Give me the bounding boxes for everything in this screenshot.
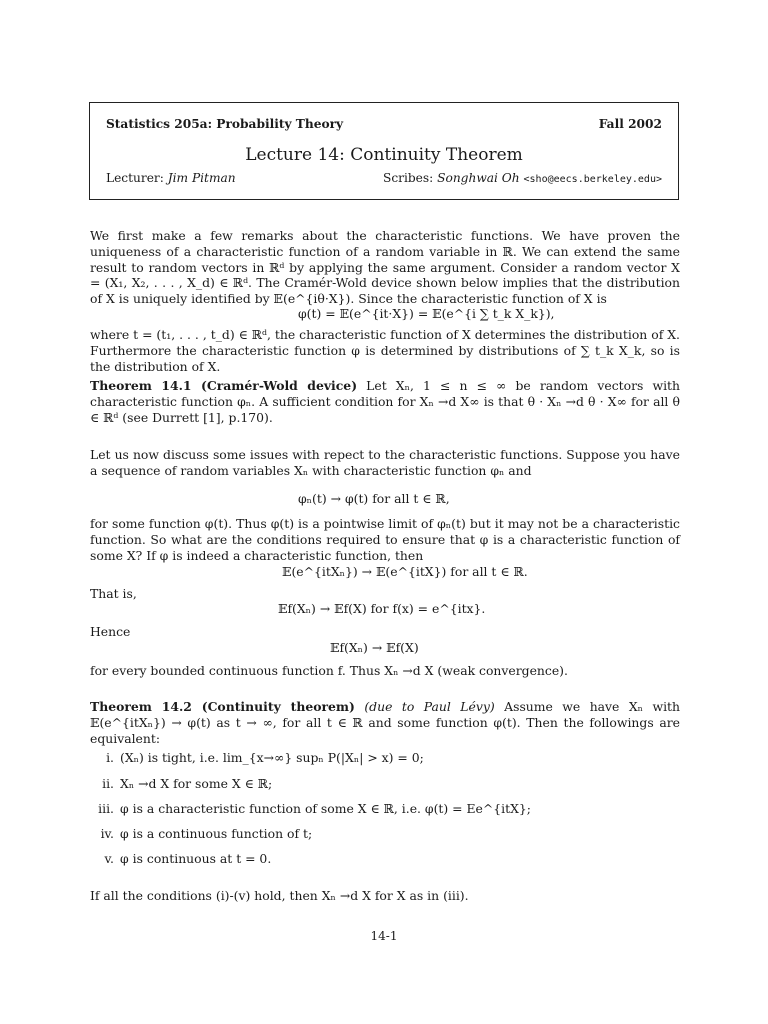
scribe-email: <sho@eecs.berkeley.edu> xyxy=(523,174,662,185)
scribes-line xyxy=(383,171,662,185)
equation-expectation-f: 𝔼f(Xₙ) → 𝔼f(X) for f(x) = e^{itx}. xyxy=(278,601,486,616)
lecturer-name: Jim Pitman xyxy=(167,171,236,185)
theorem-14-1-body: Let Xₙ, 1 ≤ n ≤ ∞ be random vectors with characteristic function φₙ. A sufficient condition for Xₙ →d X∞ is that θ · Xₙ →d θ · X∞ for all θ ∈ ℝᵈ (see Durrett [1], p.170). xyxy=(90,378,680,425)
list-item-number: iv. xyxy=(100,826,114,841)
theorem-14-2-heading: Theorem 14.2 (Continuity theorem) xyxy=(90,699,355,714)
list-item-text: φ is continuous at t = 0. xyxy=(120,851,272,866)
list-item-text: φ is a continuous function of t; xyxy=(120,826,313,841)
hence-label: Hence xyxy=(90,624,131,639)
that-is-label: That is, xyxy=(90,586,137,601)
list-item-number: iii. xyxy=(98,801,114,816)
list-item-text: φ is a characteristic function of some X ∈ ℝ, i.e. φ(t) = Ee^{itX}; xyxy=(120,801,531,816)
lecture-header-box xyxy=(89,102,679,200)
lecture-title: Lecture 14: Continuity Theorem xyxy=(245,145,523,165)
list-item-text: Xₙ →d X for some X ∈ ℝ; xyxy=(120,776,273,791)
discussion-paragraph: Let us now discuss some issues with repect to the characteristic functions. Suppose you have a sequence of random variables Xₙ with characteristic function φₙ and xyxy=(90,447,680,478)
weak-convergence-line: for every bounded continuous function f. Thus Xₙ →d X (weak convergence). xyxy=(90,663,568,678)
intro-after-paragraph: where t = (t₁, . . . , t_d) ∈ ℝᵈ, the characteristic function of X determines the distribution of X. Furthermore the characteristic function φ is determined by distributions of ∑ t_k X_k, so is the distribution of X. xyxy=(90,327,680,374)
list-item-text: (Xₙ) is tight, i.e. lim_{x→∞} supₙ P(|Xₙ| > x) = 0; xyxy=(120,750,424,765)
course-title: Statistics 205a: Probability Theory xyxy=(106,117,344,131)
page-number: 14-1 xyxy=(370,929,398,943)
equation-char-convergence: 𝔼(e^{itXₙ}) → 𝔼(e^{itX}) for all t ∈ ℝ. xyxy=(282,564,528,579)
scribe-name: Songhwai Oh xyxy=(437,171,520,185)
theorem-14-2-attribution: (due to Paul Lévy) xyxy=(364,699,495,714)
list-item-number: ii. xyxy=(102,776,114,791)
equation-pointwise-limit: φₙ(t) → φ(t) for all t ∈ ℝ, xyxy=(298,491,450,506)
term-label: Fall 2002 xyxy=(598,117,662,131)
list-item xyxy=(90,750,424,766)
theorem-14-2-conclusion: If all the conditions (i)-(v) hold, then Xₙ →d X for X as in (iii). xyxy=(90,888,469,903)
intro-equation: φ(t) = 𝔼(e^{it·X}) = 𝔼(e^{i ∑ t_k X_k}), xyxy=(298,306,555,321)
lecturer-label: Lecturer: xyxy=(106,171,164,185)
list-item xyxy=(90,851,271,867)
theorem-14-2 xyxy=(90,699,680,746)
list-item-number: v. xyxy=(104,851,114,866)
theorem-14-1-heading: Theorem 14.1 (Cramér-Wold device) xyxy=(90,378,358,393)
list-item xyxy=(90,801,531,817)
lecturer-line xyxy=(106,171,236,185)
list-item xyxy=(90,826,312,842)
discussion-paragraph-2: for some function φ(t). Thus φ(t) is a pointwise limit of φₙ(t) but it may not be a characteristic function. So what are the conditions required to ensure that φ is a characteristic function of some X? If φ is indeed a characteristic function, then xyxy=(90,516,680,563)
list-item xyxy=(90,776,272,792)
theorem-14-1 xyxy=(90,378,680,425)
intro-paragraph: We first make a few remarks about the characteristic functions. We have proven the uniqueness of a characteristic function of a random variable in ℝ. We can extend the same result to random vectors in ℝᵈ by applying the same argument. Consider a random vector X = (X₁, X₂, . . . , X_d) ∈ ℝᵈ. The Cramér-Wold device shown below implies that the distribution of X is uniquely identified by 𝔼(e^{iθ·X}). Since the characteristic function of X is xyxy=(90,228,680,307)
list-item-number: i. xyxy=(106,750,114,765)
theorem-14-2-body: Assume we have Xₙ with 𝔼(e^{itXₙ}) → φ(t) as t → ∞, for all t ∈ ℝ and some function φ(t). Then the followings are equivalent: xyxy=(90,699,680,746)
scribes-label: Scribes: xyxy=(382,171,434,185)
equation-expectation-bounded: 𝔼f(Xₙ) → 𝔼f(X) xyxy=(330,640,419,655)
